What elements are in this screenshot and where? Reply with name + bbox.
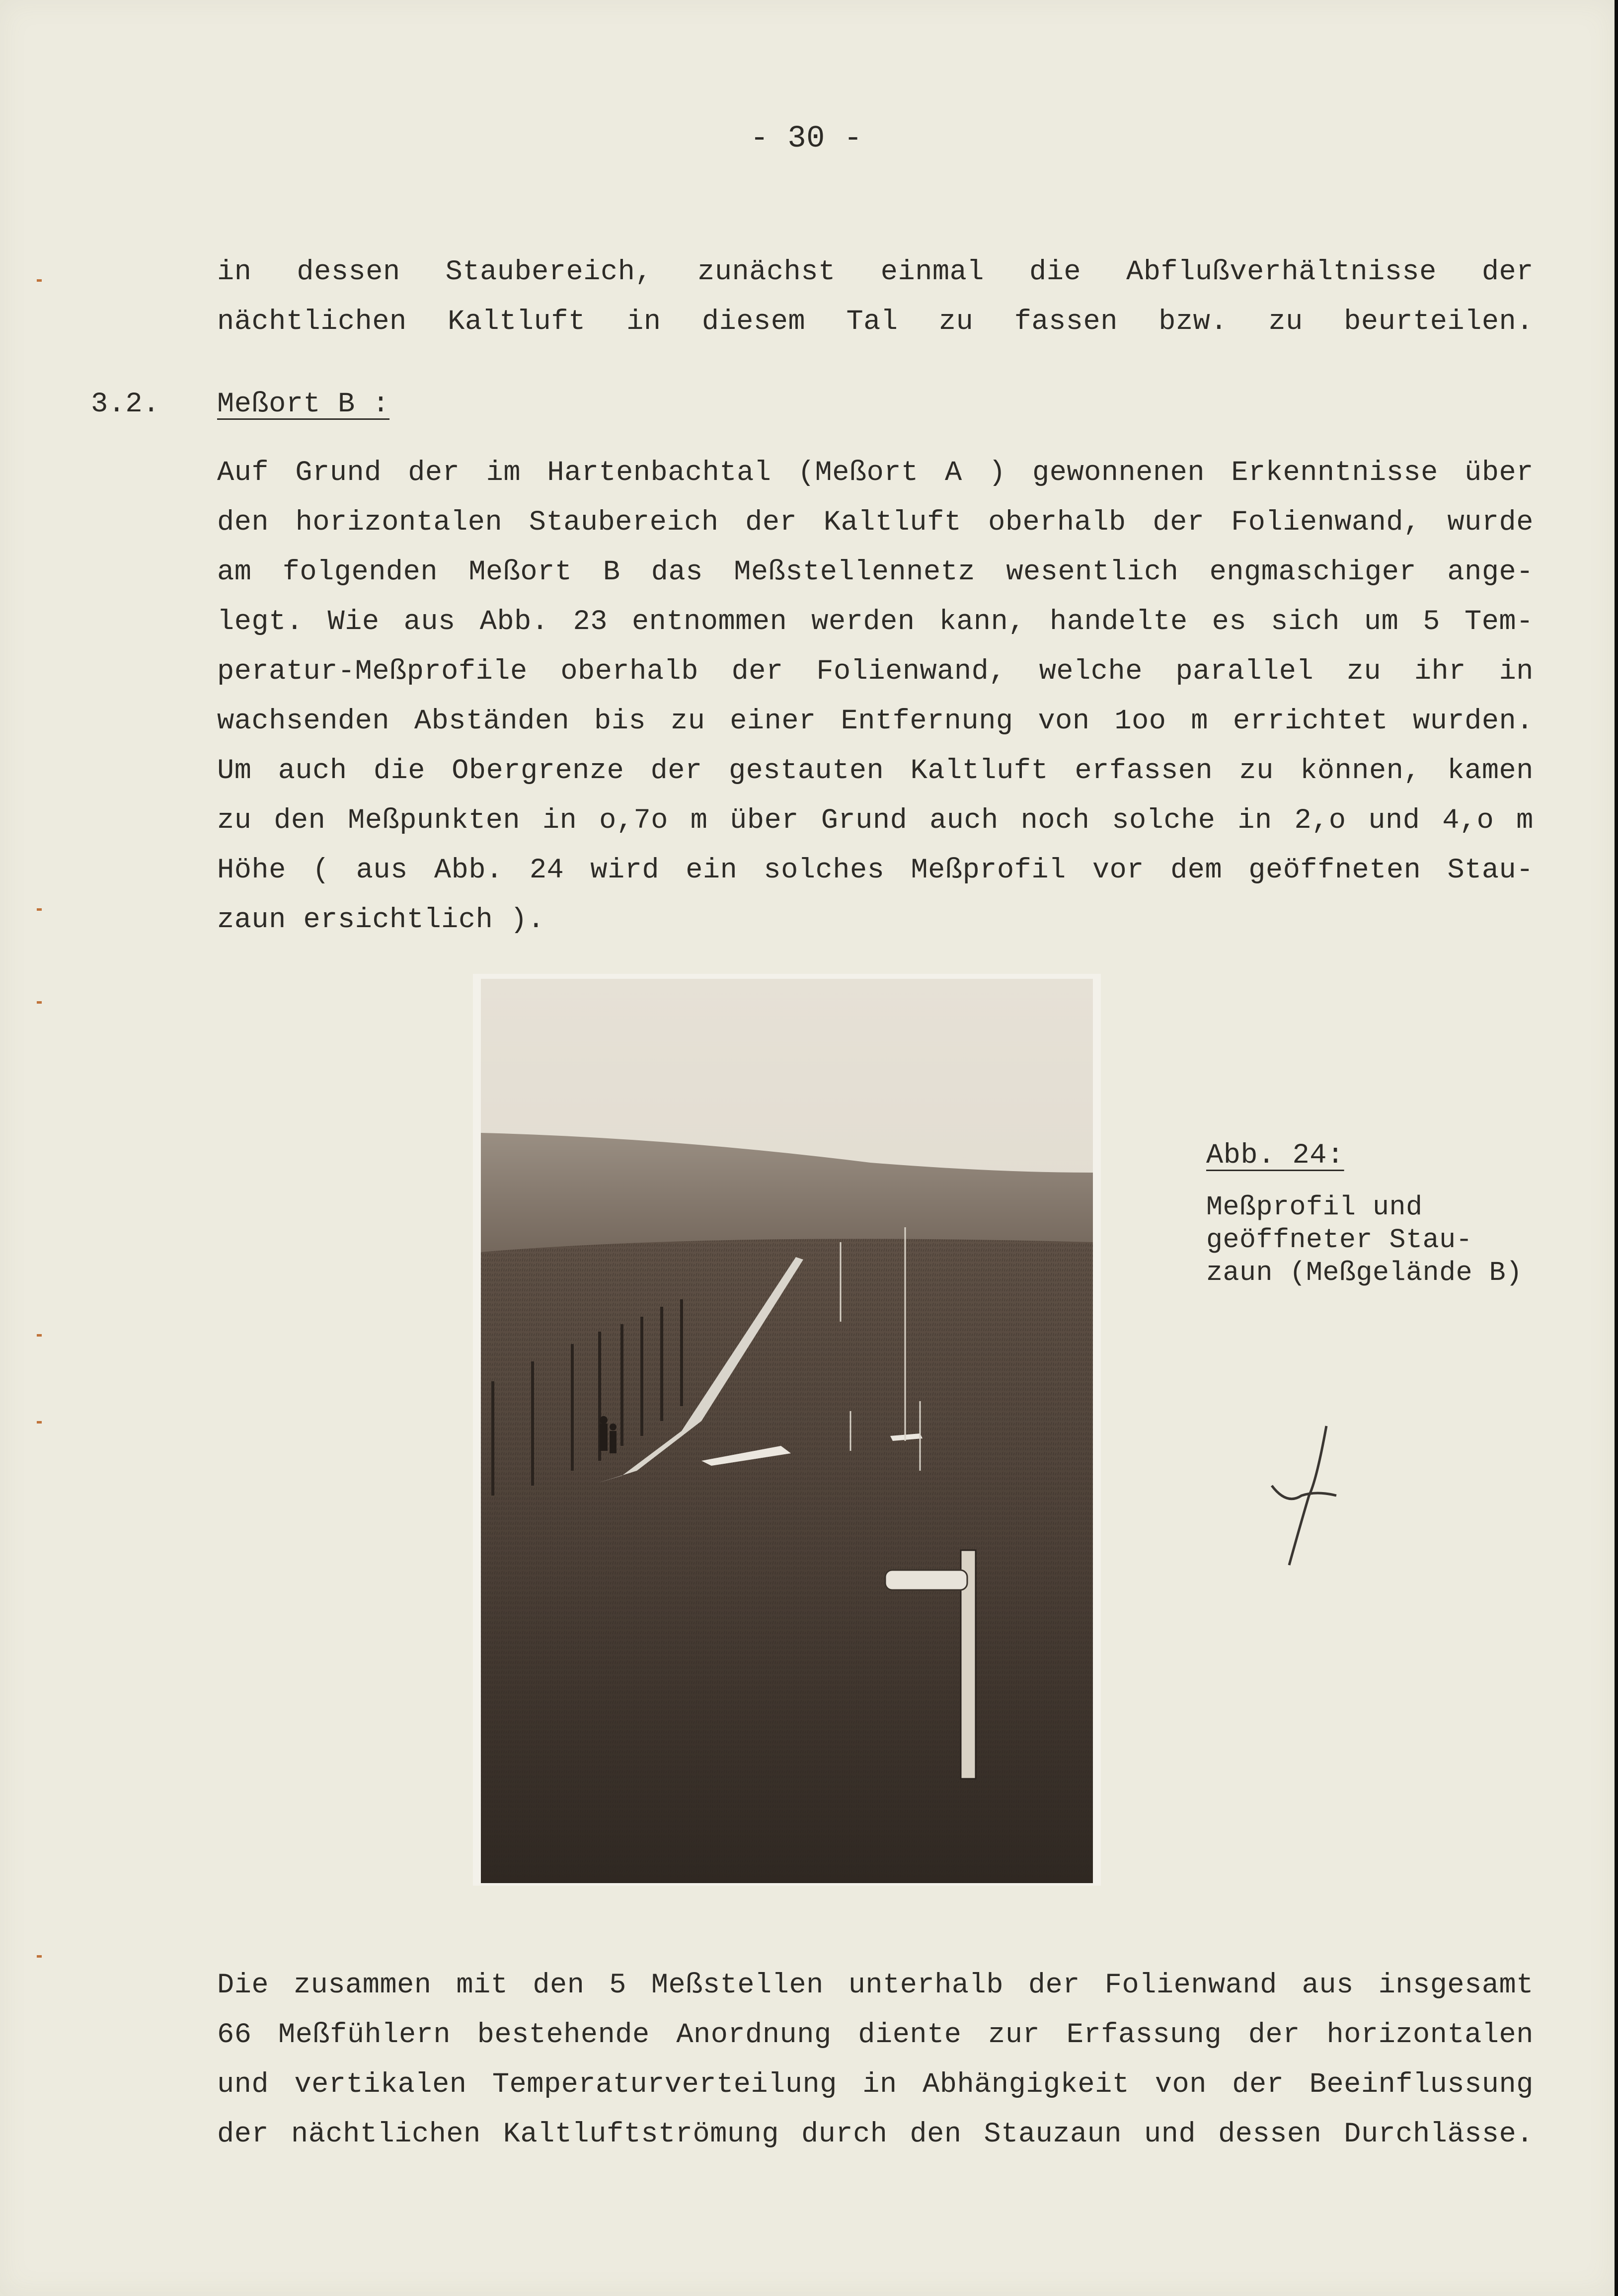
text-line: und vertikalen Temperaturverteilung in Abhängigkeit von der Beeinflussung [217,2069,1534,2101]
margin-mark [37,908,42,911]
page-number: - 30 - [750,121,863,156]
text-line: Um auch die Obergrenze der gestauten Kaltluft erfassen zu können, kamen [217,755,1534,787]
text-line: Die zusammen mit den 5 Meßstellen unterhalb der Folienwand aus insgesamt [217,1970,1534,2001]
text-line: peratur-Meßprofile oberhalb der Folienwand, welche parallel zu ihr in [217,656,1534,688]
text-line: der nächtlichen Kaltluftströmung durch den Stauzaun und dessen Durchlässe. [217,2119,1534,2150]
text-line: wachsenden Abständen bis zu einer Entfernung von 1oo m errichtet wurden. [217,706,1534,737]
figure-title: Abb. 24: [1206,1140,1344,1172]
text-line: Höhe ( aus Abb. 24 wird ein solches Meßprofil vor dem geöffneten Stau- [217,855,1534,886]
margin-mark [37,1421,42,1424]
text-line: Auf Grund der im Hartenbachtal (Meßort A ) gewonnenen Erkenntnisse über [217,457,1534,489]
text-line: legt. Wie aus Abb. 23 entnommen werden kann, handelte es sich um 5 Tem- [217,606,1534,638]
figure-caption-line: zaun (Meßgelände B) [1206,1257,1523,1288]
text-line: den horizontalen Staubereich der Kaltluft oberhalb der Folienwand, wurde [217,507,1534,539]
margin-mark [37,1955,42,1958]
margin-mark [37,279,42,282]
text-line: in dessen Staubereich, zunächst einmal die Abflußverhältnisse der [217,256,1534,288]
margin-mark [37,1001,42,1004]
section-number: 3.2. [91,389,160,420]
margin-mark [37,1334,42,1337]
text-line: am folgenden Meßort B das Meßstellennetz wesentlich engmaschiger ange- [217,556,1534,588]
handwritten-checkmark-icon [1267,1421,1346,1570]
field-photo [473,974,1101,1886]
section-title: Meßort B : [217,389,390,420]
text-line: zu den Meßpunkten in o,7o m über Grund auch noch solche in 2,o und 4,o m [217,805,1534,837]
figure-caption-line: geöffneter Stau- [1206,1224,1473,1256]
text-line: 66 Meßfühlern bestehende Anordnung diente zur Erfassung der horizontalen [217,2019,1534,2051]
figure-caption-line: Meßprofil und [1206,1191,1423,1223]
text-line: nächtlichen Kaltluft in diesem Tal zu fassen bzw. zu beurteilen. [217,306,1534,338]
text-line: zaun ersichtlich ). [217,904,545,936]
